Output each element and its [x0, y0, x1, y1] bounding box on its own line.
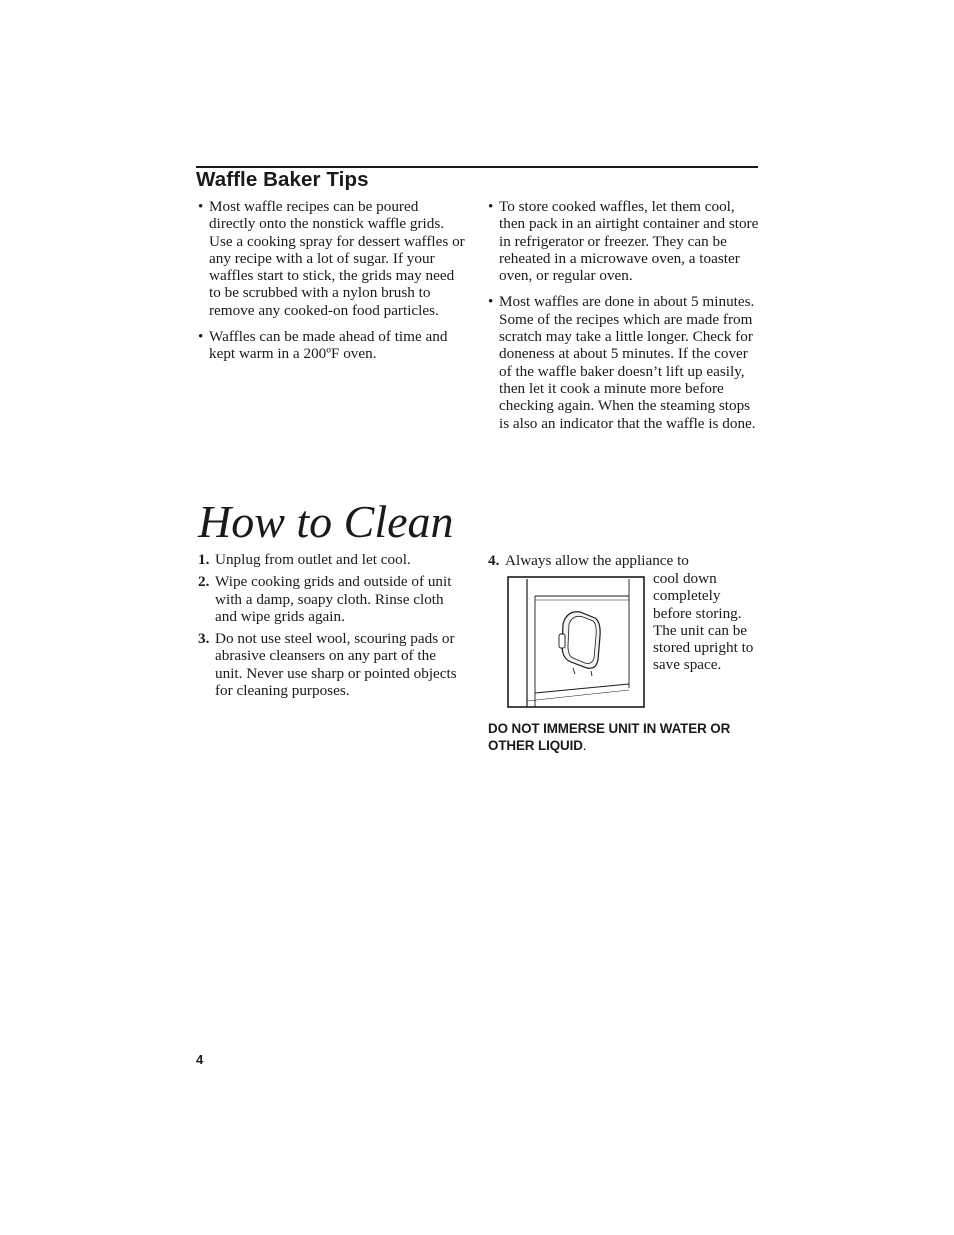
- step-number: 2.: [198, 573, 210, 591]
- tip-text: To store cooked waffles, let them cool, then pack in an airtight container and store in refrigerator or freezer. They can be reheated in a microwave oven, a toaster oven, or regular oven.: [499, 198, 759, 285]
- tip-text: Most waffle recipes can be poured directly onto the nonstick waffle grids. Use a cooking spray for dessert waffles or any recipe with a lot of sugar. If your waffles start to stick, the grids may need to be scrubbed with a nylon brush to remove any cooked-on food particles.: [209, 198, 465, 319]
- warning-text: DO NOT IMMERSE UNIT IN WATER OR OTHER LIQUID: [488, 721, 731, 753]
- step-number: 3.: [198, 630, 210, 648]
- tip-item: [488, 293, 760, 431]
- clean-steps-column: [198, 551, 466, 704]
- waffle-baker-stored-upright-illustration: [507, 576, 645, 708]
- tip-item: [488, 198, 760, 284]
- clean-step-4: [488, 552, 758, 569]
- page-number: 4: [196, 1052, 204, 1067]
- tips-left-column: [198, 198, 468, 372]
- bullet-glyph: •: [488, 293, 494, 311]
- step-text: Wipe cooking grids and outside of unit with a damp, soapy cloth. Rinse cloth and wipe grids again.: [215, 573, 452, 625]
- tip-item: [198, 198, 468, 319]
- step-4-intro: [488, 552, 758, 569]
- immersion-warning: [488, 720, 748, 754]
- warning-period: .: [582, 738, 587, 753]
- tips-right-column: [488, 198, 760, 441]
- clean-heading: How to Clean: [198, 496, 454, 547]
- step-text: Always allow the appliance to: [505, 552, 689, 569]
- step-number: 1.: [198, 551, 210, 568]
- step-text: Do not use steel wool, scouring pads or abrasive cleansers on any part of the unit. Never use sharp or pointed objects for cleaning purposes.: [215, 630, 457, 700]
- tip-text: Waffles can be made ahead of time and kept warm in a 200ºF oven.: [209, 328, 448, 363]
- bullet-glyph: •: [198, 328, 204, 346]
- clean-step: [198, 551, 466, 568]
- step-text: Unplug from outlet and let cool.: [215, 551, 411, 568]
- bullet-glyph: •: [198, 198, 204, 215]
- clean-step: [198, 573, 466, 625]
- clean-step: [198, 630, 466, 699]
- step-number: 4.: [488, 552, 500, 569]
- tips-heading: Waffle Baker Tips: [196, 168, 369, 191]
- bullet-glyph: •: [488, 198, 494, 215]
- tip-text: Most waffles are done in about 5 minutes. Some of the recipes which are made from scratch may take a little longer. Check for doneness at about 5 minutes. If the cover of the waffle baker doesn’t lift up easily, then let it cook a minute more before checking again. When the steaming stops is also an indicator that the waffle is done.: [499, 293, 756, 432]
- step-4-text: cool down completely before storing. The unit can be stored upright to save space.: [653, 570, 754, 674]
- tip-item: [198, 328, 468, 363]
